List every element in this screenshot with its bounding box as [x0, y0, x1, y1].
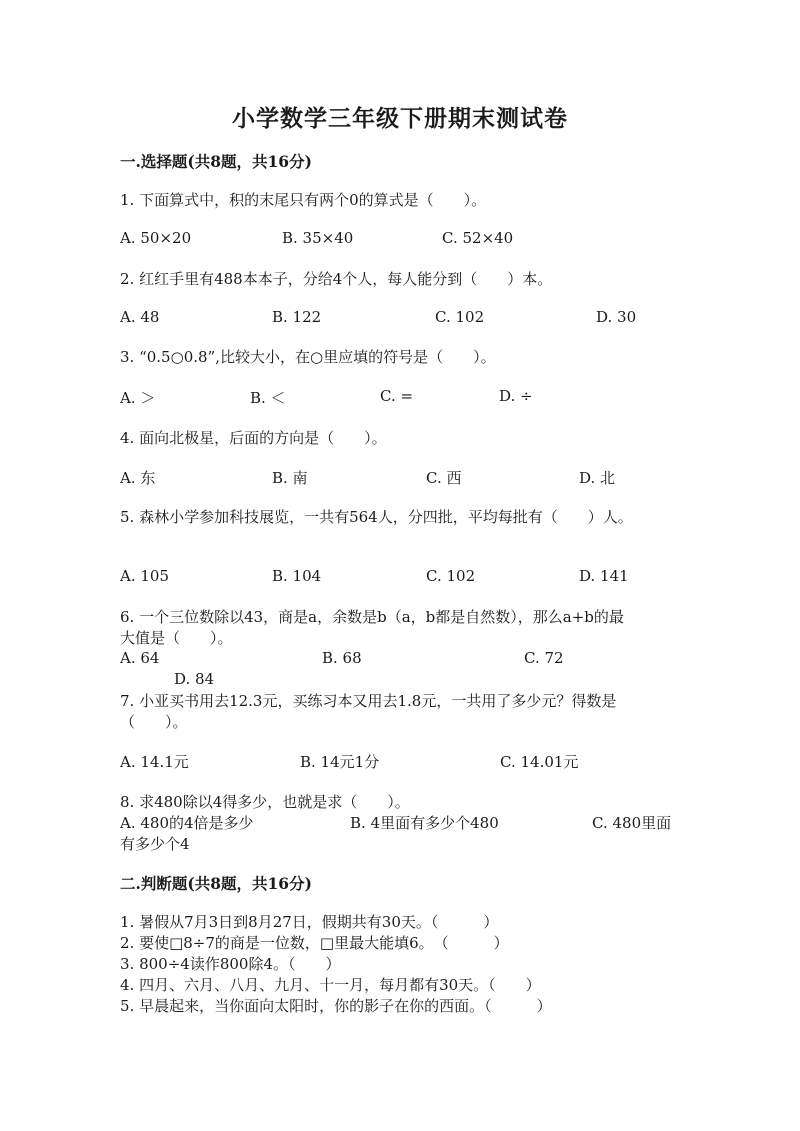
option-4a: A. 东	[120, 469, 156, 487]
option-3b: B. ＜	[250, 389, 286, 407]
option-6a: A. 64	[120, 649, 160, 667]
option-1c: C. 52×40	[442, 229, 514, 247]
option-3c: C. =	[380, 387, 414, 405]
option-2c: C. 102	[435, 308, 485, 326]
question-4: 4. 面向北极星，后面的方向是（ ）。	[120, 429, 387, 447]
section-heading-choice: 一.选择题(共8题，共16分)	[120, 152, 312, 171]
question-8: 8. 求480除以4得多少，也就是求（ ）。	[120, 793, 410, 811]
option-5b: B. 104	[272, 567, 322, 585]
option-7c: C. 14.01元	[500, 753, 579, 771]
question-5: 5. 森林小学参加科技展览，一共有564人，分四批，平均每批有（ ）人。	[120, 508, 633, 526]
option-6c: C. 72	[524, 649, 564, 667]
option-7a: A. 14.1元	[120, 753, 189, 771]
judge-item-1: 1. 暑假从7月3日到8月27日，假期共有30天。（ ）	[120, 913, 499, 931]
judge-item-4: 4. 四月、六月、八月、九月、十一月，每月都有30天。（ ）	[120, 976, 541, 994]
option-4b: B. 南	[272, 469, 308, 487]
option-2a: A. 48	[120, 308, 160, 326]
judge-item-3: 3. 800÷4读作800除4。（ ）	[120, 955, 341, 973]
option-4c: C. 西	[426, 469, 462, 487]
option-3a: A. ＞	[120, 389, 156, 407]
page-title: 小学数学三年级下册期末测试卷	[232, 105, 568, 132]
option-4d: D. 北	[579, 469, 616, 487]
option-1b: B. 35×40	[282, 229, 354, 247]
option-5d: D. 141	[579, 567, 629, 585]
option-8b: B. 4里面有多少个480	[350, 814, 499, 832]
question-7-line2: （ ）。	[120, 713, 188, 731]
question-6-line1: 6. 一个三位数除以43，商是a，余数是b（a，b都是自然数），那么a+b的最	[120, 608, 624, 626]
question-7-line1: 7. 小亚买书用去12.3元，买练习本又用去1.8元，一共用了多少元？得数是	[120, 692, 617, 710]
option-2d: D. 30	[596, 308, 637, 326]
option-2b: B. 122	[272, 308, 322, 326]
question-3: 3. “0.5○0.8”,比较大小，在○里应填的符号是（ ）。	[120, 348, 496, 366]
question-1: 1. 下面算式中，积的末尾只有两个0的算式是（ ）。	[120, 191, 487, 209]
option-8a: A. 480的4倍是多少	[120, 814, 254, 832]
option-8c-wrap: 有多少个4	[120, 835, 190, 853]
judge-item-2: 2. 要使□8÷7的商是一位数，□里最大能填6。 （ ）	[120, 934, 509, 952]
option-8c: C. 480里面	[592, 814, 672, 832]
option-6d: D. 84	[174, 670, 215, 688]
section-heading-judge: 二.判断题(共8题，共16分)	[120, 874, 312, 893]
option-5a: A. 105	[120, 567, 169, 585]
judge-item-5: 5. 早晨起来，当你面向太阳时，你的影子在你的西面。（ ）	[120, 997, 552, 1015]
option-3d: D. ÷	[499, 387, 533, 405]
option-6b: B. 68	[322, 649, 362, 667]
option-7b: B. 14元1分	[300, 753, 380, 771]
option-1a: A. 50×20	[120, 229, 192, 247]
option-5c: C. 102	[426, 567, 476, 585]
question-2: 2. 红红手里有488本本子，分给4个人，每人能分到（ ）本。	[120, 270, 553, 288]
question-6-line2: 大值是（ ）。	[120, 629, 233, 647]
